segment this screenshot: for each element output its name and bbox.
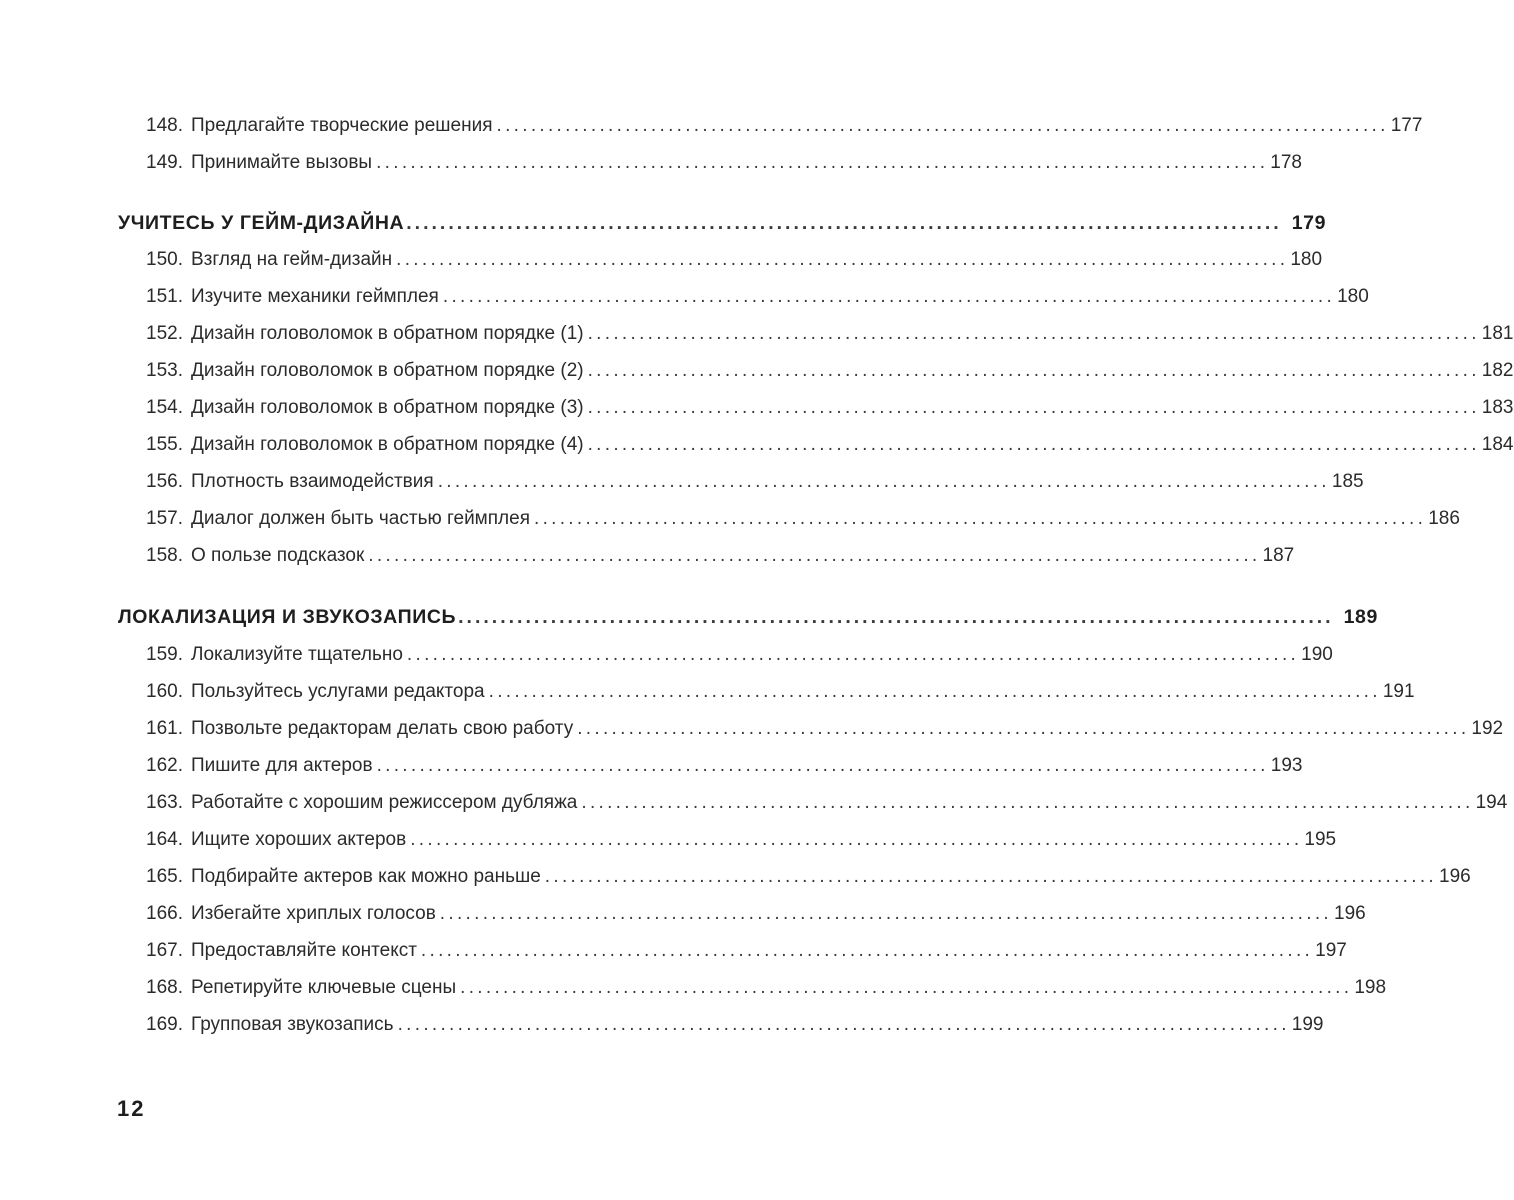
entry-page: 183	[1481, 397, 1514, 418]
entry-title: Групповая звукозапись	[190, 1014, 394, 1035]
dot-leader: ........................................................................................................	[533, 508, 1427, 529]
dot-leader: ........................................................................................................	[397, 1014, 1290, 1035]
entry-number: 152.	[146, 323, 183, 344]
entry-number: 155.	[146, 434, 183, 455]
entry-page: 180	[1337, 286, 1369, 307]
toc-entry	[146, 507, 1460, 531]
entry-title: Ищите хороших актеров	[190, 829, 407, 850]
entry-title: Предоставляйте контекст	[190, 940, 417, 961]
entry-number: 167.	[146, 940, 183, 961]
entry-title: Подбирайте актеров как можно раньше	[190, 866, 541, 887]
entry-page: 192	[1471, 718, 1504, 739]
toc-entry	[146, 902, 1366, 926]
dot-leader: ........................................................................................................	[442, 286, 1336, 307]
entry-title: Избегайте хриплых голосов	[190, 903, 436, 924]
dot-leader: ........................................................................................................	[376, 755, 1269, 776]
section-title: ЛОКАЛИЗАЦИЯ И ЗВУКОЗАПИСЬ	[118, 606, 457, 628]
toc-entry	[146, 285, 1369, 309]
toc-section-heading	[118, 605, 1378, 629]
entry-page: 196	[1439, 866, 1471, 887]
entry-page: 195	[1304, 829, 1337, 850]
entry-page: 199	[1291, 1014, 1324, 1035]
entry-title: Репетируйте ключевые сцены	[190, 977, 457, 998]
entry-page: 181	[1481, 323, 1514, 344]
dot-leader: ........................................................................................................	[587, 360, 1480, 381]
dot-leader: ........................................................................................................	[587, 434, 1480, 455]
dot-leader: ........................................................................................................	[368, 545, 1261, 566]
toc-entry	[146, 470, 1364, 494]
entry-title: Диалог должен быть частью геймплея	[190, 508, 530, 529]
dot-leader: ........................................................................................................	[544, 866, 1437, 887]
dot-leader: ........................................................................................................	[577, 718, 1470, 739]
entry-page: 178	[1270, 152, 1302, 173]
entry-page: 198	[1354, 977, 1387, 998]
entry-number: 154.	[146, 397, 183, 418]
entry-number: 165.	[146, 866, 183, 887]
entry-title: Плотность взаимодействия	[190, 471, 434, 492]
toc-entry	[146, 322, 1514, 346]
entry-title: Позвольте редакторам делать свою работу	[190, 718, 574, 739]
section-title: УЧИТЕСЬ У ГЕЙМ-ДИЗАЙНА	[118, 212, 405, 234]
entry-number: 166.	[146, 903, 183, 924]
dot-leader: ........................................................................................................	[587, 397, 1480, 418]
toc-entry	[146, 865, 1471, 889]
entry-number: 164.	[146, 829, 183, 850]
entry-number: 149.	[146, 152, 183, 173]
dot-leader: ........................................................................................................	[488, 681, 1381, 702]
dot-leader: ........................................................................................................	[406, 212, 1282, 234]
entry-title: Дизайн головоломок в обратном порядке (2)	[190, 360, 584, 381]
entry-title: Изучите механики геймплея	[190, 286, 439, 307]
dot-leader: ........................................................................................................	[587, 323, 1480, 344]
entry-page: 185	[1331, 471, 1364, 492]
dot-leader: ........................................................................................................	[420, 940, 1314, 961]
toc-entry	[146, 717, 1504, 741]
entry-title: О пользе подсказок	[190, 545, 365, 566]
dot-leader: ........................................................................................................	[437, 471, 1330, 492]
entry-title: Дизайн головоломок в обратном порядке (1)	[190, 323, 584, 344]
dot-leader: ........................................................................................................	[439, 903, 1332, 924]
entry-title: Дизайн головоломок в обратном порядке (4)	[190, 434, 584, 455]
toc-entry	[146, 643, 1333, 667]
dot-leader: ........................................................................................................	[496, 115, 1389, 136]
entry-page: 182	[1481, 360, 1514, 381]
entry-number: 156.	[146, 471, 183, 492]
toc-entry	[146, 791, 1508, 815]
toc-entry	[146, 976, 1387, 1000]
section-page: 179	[1291, 212, 1327, 234]
toc-entry	[146, 939, 1347, 963]
entry-number: 153.	[146, 360, 183, 381]
entry-number: 150.	[146, 249, 183, 270]
toc-entry	[146, 1013, 1324, 1037]
entry-number: 169.	[146, 1014, 183, 1035]
entry-number: 161.	[146, 718, 183, 739]
toc-entry	[146, 433, 1514, 457]
entry-number: 168.	[146, 977, 183, 998]
entry-page: 191	[1382, 681, 1415, 702]
entry-number: 148.	[146, 115, 183, 136]
entry-number: 151.	[146, 286, 183, 307]
entry-number: 162.	[146, 755, 183, 776]
entry-number: 160.	[146, 681, 183, 702]
entry-page: 197	[1315, 940, 1347, 961]
entry-page: 186	[1428, 508, 1460, 529]
entry-page: 187	[1262, 545, 1295, 566]
toc-entry	[146, 396, 1514, 420]
entry-page: 190	[1301, 644, 1333, 665]
dot-leader: ........................................................................................................	[396, 249, 1289, 270]
dot-leader: ........................................................................................................	[406, 644, 1300, 665]
entry-number: 158.	[146, 545, 183, 566]
toc-entry	[146, 680, 1415, 704]
toc-entry	[146, 114, 1423, 138]
dot-leader: ........................................................................................................	[460, 977, 1353, 998]
toc-entry	[146, 359, 1514, 383]
entry-title: Взгляд на гейм-дизайн	[190, 249, 393, 270]
entry-title: Пользуйтесь услугами редактора	[190, 681, 485, 702]
entry-number: 163.	[146, 792, 183, 813]
entry-title: Работайте с хорошим режиссером дубляжа	[190, 792, 578, 813]
entry-title: Локализуйте тщательно	[190, 644, 403, 665]
dot-leader: ........................................................................................................	[376, 152, 1269, 173]
toc-section-heading	[118, 211, 1327, 235]
toc-entry	[146, 828, 1337, 852]
entry-page: 193	[1270, 755, 1303, 776]
toc-entry	[146, 151, 1302, 175]
entry-title: Предлагайте творческие решения	[190, 115, 493, 136]
entry-number: 157.	[146, 508, 183, 529]
entry-title: Дизайн головоломок в обратном порядке (3)	[190, 397, 584, 418]
entry-title: Принимайте вызовы	[190, 152, 373, 173]
section-page: 189	[1343, 606, 1378, 628]
toc-entry	[146, 544, 1295, 568]
entry-page: 184	[1481, 434, 1514, 455]
dot-leader: ........................................................................................................	[581, 792, 1474, 813]
toc-entry	[146, 754, 1303, 778]
dot-leader: ........................................................................................................	[458, 606, 1334, 628]
page-number: 12	[117, 1096, 146, 1121]
entry-title: Пишите для актеров	[190, 755, 373, 776]
entry-page: 177	[1390, 115, 1423, 136]
entry-number: 159.	[146, 644, 183, 665]
dot-leader: ........................................................................................................	[410, 829, 1303, 850]
toc-entry	[146, 248, 1323, 272]
entry-page: 180	[1290, 249, 1323, 270]
entry-page: 194	[1475, 792, 1508, 813]
entry-page: 196	[1334, 903, 1366, 924]
